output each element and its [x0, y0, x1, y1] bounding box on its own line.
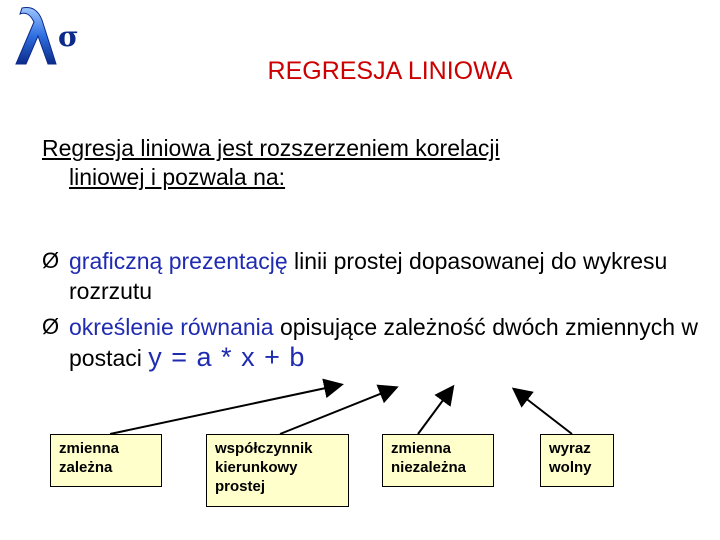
bullet-highlight: określenie równania — [69, 314, 274, 340]
intro-line-2: liniowej i pozwala na: — [69, 164, 286, 190]
arrow-to-b — [515, 390, 572, 434]
equation: y = a * x + b — [148, 342, 306, 372]
arrow-to-y — [110, 385, 340, 434]
bullet-text: opisujące zależność dwóch zmiennych w postaci — [69, 314, 699, 371]
intro-line-1: Regresja liniowa jest rozszerzeniem korelacji — [42, 135, 500, 161]
box-zmienna-zalezna: zmienna zależna — [50, 434, 162, 487]
arrow-to-x — [418, 388, 452, 434]
svg-text:σ: σ — [58, 20, 79, 53]
box-zmienna-niezalezna: zmienna niezależna — [382, 434, 494, 487]
box-wyraz-wolny: wyraz wolny — [540, 434, 614, 487]
bullet-highlight: graficzną prezentację — [69, 248, 288, 274]
arrow-bullet-icon: Ø — [42, 314, 60, 339]
page-title: REGRESJA LINIOWA — [267, 57, 513, 85]
arrow-bullet-icon: Ø — [42, 248, 60, 273]
bullet-text: linii prostej dopasowanej do wykresu rozrzutu — [69, 248, 668, 304]
box-wspolczynnik-kierunkowy: współczynnik kierunkowy prostej — [206, 434, 349, 507]
